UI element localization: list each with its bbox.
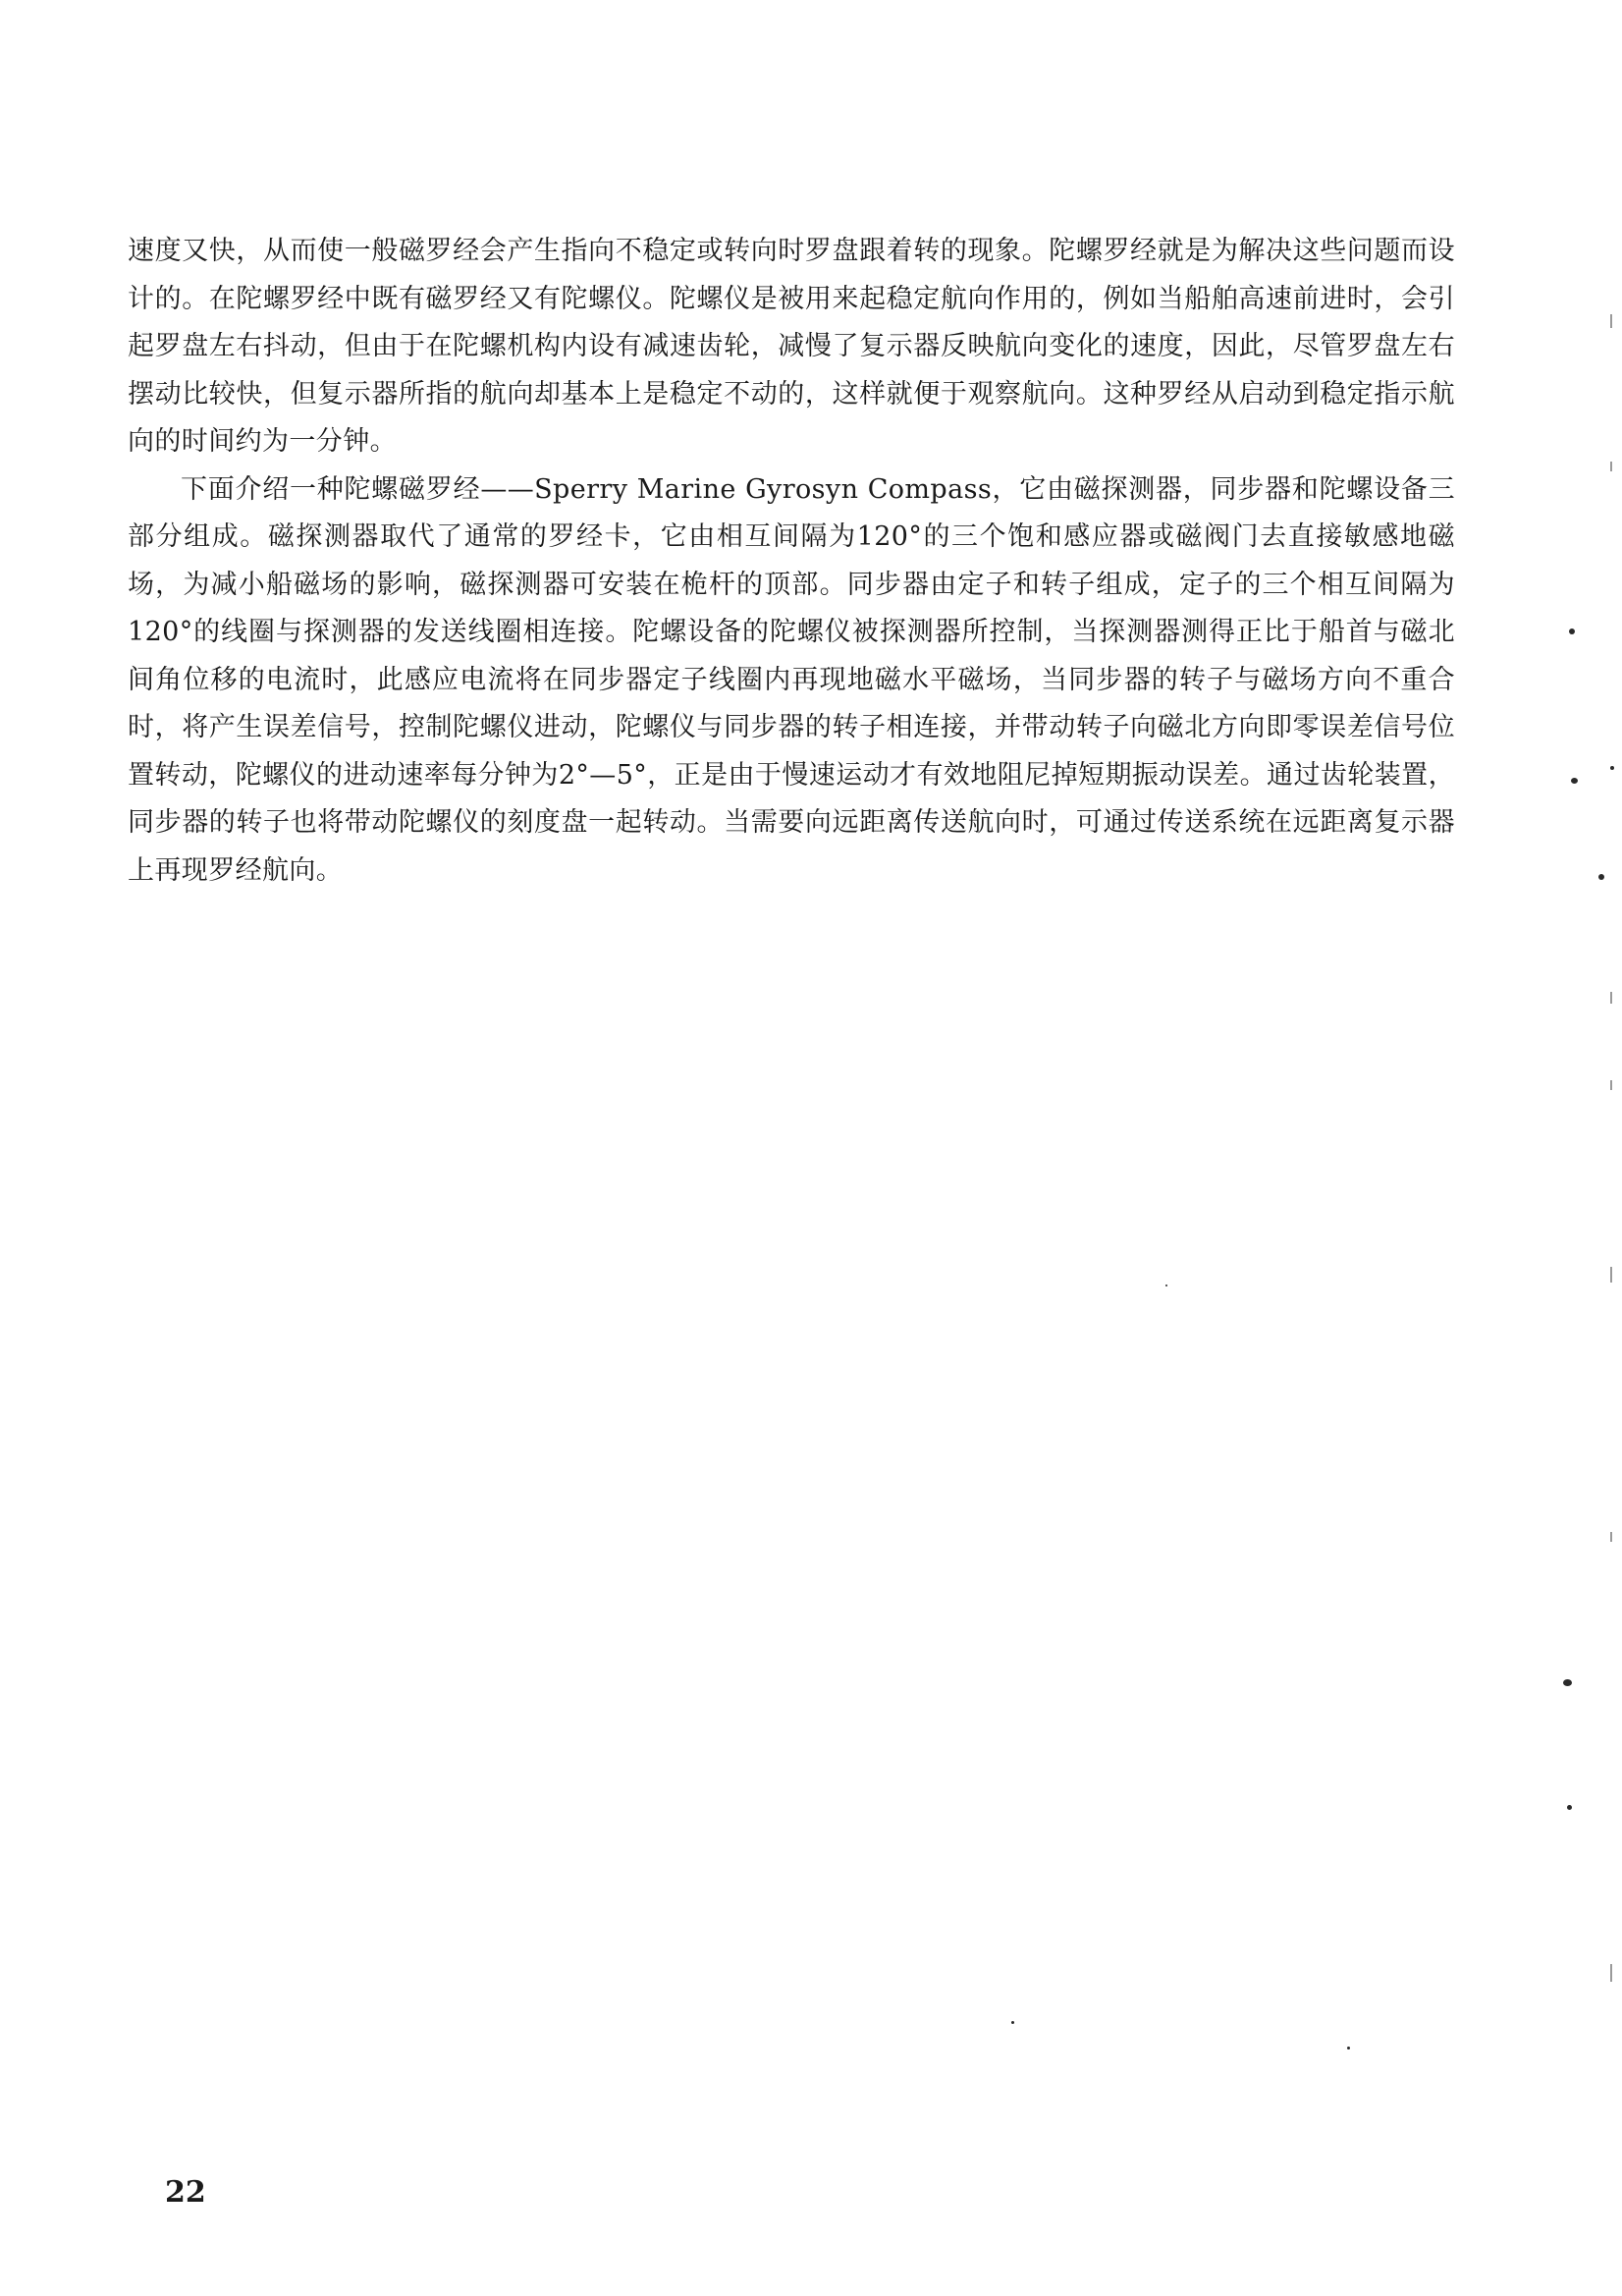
scan-speck xyxy=(1598,874,1604,880)
scan-edge-mark xyxy=(1610,1267,1612,1283)
page-number: 22 xyxy=(165,2175,206,2210)
paragraph-gyrosyn-compass: 下面介绍一种陀螺磁罗经——Sperry Marine Gyrosyn Compass，它由磁探测器，同步器和陀螺设备三部分组成。磁探测器取代了通常的罗经卡，它由相互间隔为120°的三个饱和感应器或磁阀门去直接敏感地磁场，为减小船磁场的影响，磁探测器可安装在桅杆的顶部。同步器由定子和转子组成，定子的三个相互间隔为120°的线圈与探测器的发送线圈相连接。陀螺设备的陀螺仪被探测器所控制，当探测器测得正比于船首与磁北间角位移的电流时，此感应电流将在同步器定子线圈内再现地磁水平磁场，当同步器的转子与磁场方向不重合时，将产生误差信号，控制陀螺仪进动，陀螺仪与同步器的转子相连接，并带动转子向磁北方向即零误差信号位置转动，陀螺仪的进动速率每分钟为2°—5°，正是由于慢速运动才有效地阻尼掉短期振动误差。通过齿轮装置，同步器的转子也将带动陀螺仪的刻度盘一起转动。当需要向远距离传送航向时，可通过传送系统在远距离复示器上再现罗经航向。 xyxy=(128,473,1455,886)
scan-speck xyxy=(1569,629,1575,634)
scan-edge-mark xyxy=(1610,1964,1612,1982)
scan-speck xyxy=(1567,1805,1572,1810)
scan-speck xyxy=(1347,2047,1350,2050)
scan-edge-mark xyxy=(1610,992,1612,1004)
body-text xyxy=(128,228,1455,895)
scan-edge-mark xyxy=(1610,1080,1612,1090)
scan-speck xyxy=(1610,766,1614,770)
scan-speck xyxy=(1165,1285,1167,1286)
scan-speck xyxy=(1011,2021,1014,2024)
scan-edge-mark xyxy=(1610,314,1612,328)
paragraph-gyro-compass-intro: 速度又快，从而使一般磁罗经会产生指向不稳定或转向时罗盘跟着转的现象。陀螺罗经就是为解决这些问题而设计的。在陀螺罗经中既有磁罗经又有陀螺仪。陀螺仪是被用来起稳定航向作用的，例如当船舶高速前进时，会引起罗盘左右抖动，但由于在陀螺机构内设有减速齿轮，减慢了复示器反映航向变化的速度，因此，尽管罗盘左右摆动比较快，但复示器所指的航向却基本上是稳定不动的，这样就便于观察航向。这种罗经从启动到稳定指示航向的时间约为一分钟。 xyxy=(128,236,1455,457)
scan-edge-mark xyxy=(1610,462,1612,471)
scan-speck xyxy=(1563,1679,1572,1686)
scan-speck xyxy=(1571,778,1578,784)
scan-edge-mark xyxy=(1610,1532,1612,1542)
